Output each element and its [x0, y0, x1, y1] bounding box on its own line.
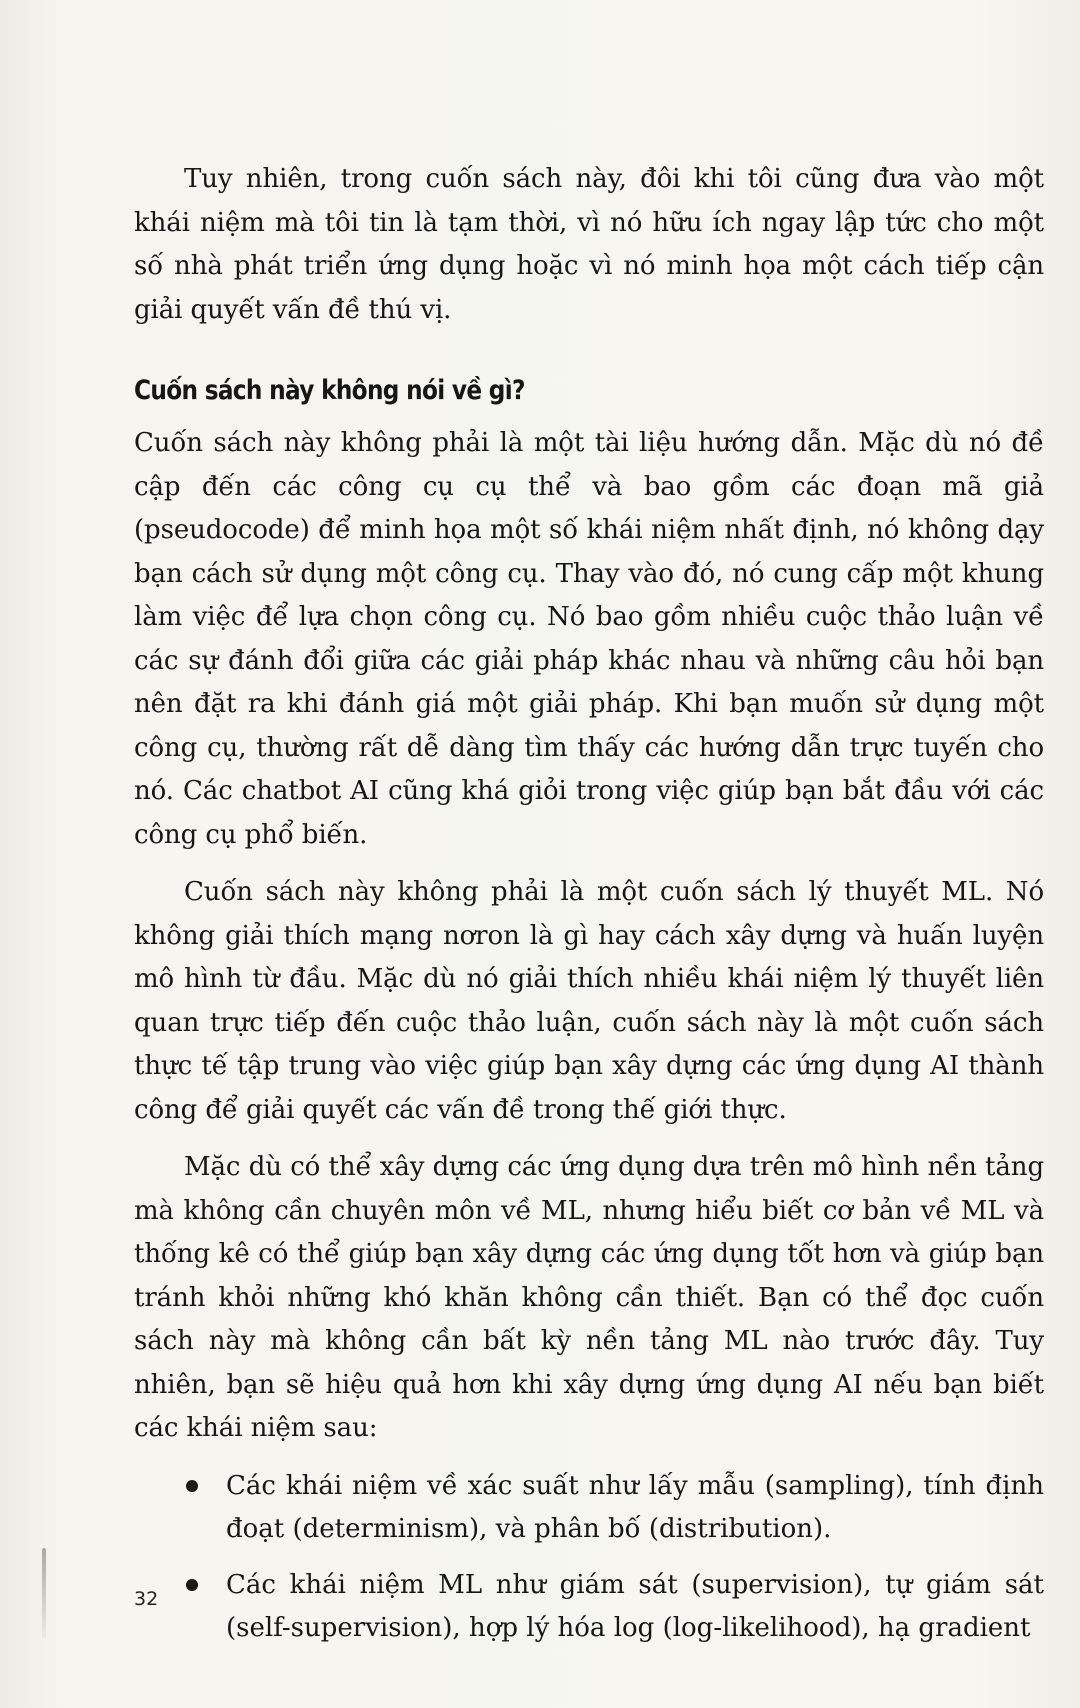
page-number: 32 — [134, 1588, 159, 1610]
paragraph-not-a-tutorial: Cuốn sách này không phải là một tài liệu hướng dẫn. Mặc dù nó đề cập đến các công cụ cụ thể và bao gồm các đoạn mã giả (pseudocode) để minh họa một số khái niệm nhất định, nó không dạy bạn cách sử dụng một công cụ. Thay vào đó, nó cung cấp một khung làm việc để lựa chọn công cụ. Nó bao gồm nhiều cuộc thảo luận về các sự đánh đổi giữa các giải pháp khác nhau và những câu hỏi bạn nên đặt ra khi đánh giá một giải pháp. Khi bạn muốn sử dụng một công cụ, thường rất dễ dàng tìm thấy các hướng dẫn trực tuyến cho nó. Các chatbot AI cũng khá giỏi trong việc giúp bạn bắt đầu với các công cụ phổ biến. — [134, 428, 1044, 850]
page-content — [134, 158, 1044, 1663]
page-edge-shadow — [42, 1548, 46, 1638]
intro-paragraph: Tuy nhiên, trong cuốn sách này, đôi khi tôi cũng đưa vào một khái niệm mà tôi tin là tạm thời, vì nó hữu ích ngay lập tức cho một số nhà phát triển ứng dụng hoặc vì nó minh họa một cách tiếp cận giải quyết vấn đề thú vị. — [134, 164, 1044, 325]
list-item-text: Các khái niệm về xác suất như lấy mẫu (sampling), tính định đoạt (determinism), và phân bố (distribution). — [226, 1470, 1044, 1544]
list-item-text: Các khái niệm ML như giám sát (supervision), tự giám sát (self-supervision), hợp lý hóa log (log-likelihood), hạ gradient — [226, 1569, 1044, 1643]
paragraph-not-ml-theory: Cuốn sách này không phải là một cuốn sách lý thuyết ML. Nó không giải thích mạng nơron là gì hay cách xây dựng và huấn luyện mô hình từ đầu. Mặc dù nó giải thích nhiều khái niệm lý thuyết liên quan trực tiếp đến cuộc thảo luận, cuốn sách này là một cuốn sách thực tế tập trung vào việc giúp bạn xây dựng các ứng dụng AI thành công để giải quyết các vấn đề trong thế giới thực. — [134, 877, 1044, 1125]
list-item — [134, 1465, 1044, 1552]
concept-list — [134, 1465, 1044, 1651]
bullet-icon — [186, 1579, 198, 1591]
paragraph-prerequisites: Mặc dù có thể xây dựng các ứng dụng dựa trên mô hình nền tảng mà không cần chuyên môn về ML, nhưng hiểu biết cơ bản về ML và thống kê có thể giúp bạn xây dựng các ứng dụng tốt hơn và giúp bạn tránh khỏi những khó khăn không cần thiết. Bạn có thể đọc cuốn sách này mà không cần bất kỳ nền tảng ML nào trước đây. Tuy nhiên, bạn sẽ hiệu quả hơn khi xây dựng ứng dụng AI nếu bạn biết các khái niệm sau: — [134, 1152, 1044, 1443]
bullet-icon — [186, 1480, 198, 1492]
list-item — [134, 1564, 1044, 1651]
section-heading: Cuốn sách này không nói về gì? — [134, 375, 525, 406]
